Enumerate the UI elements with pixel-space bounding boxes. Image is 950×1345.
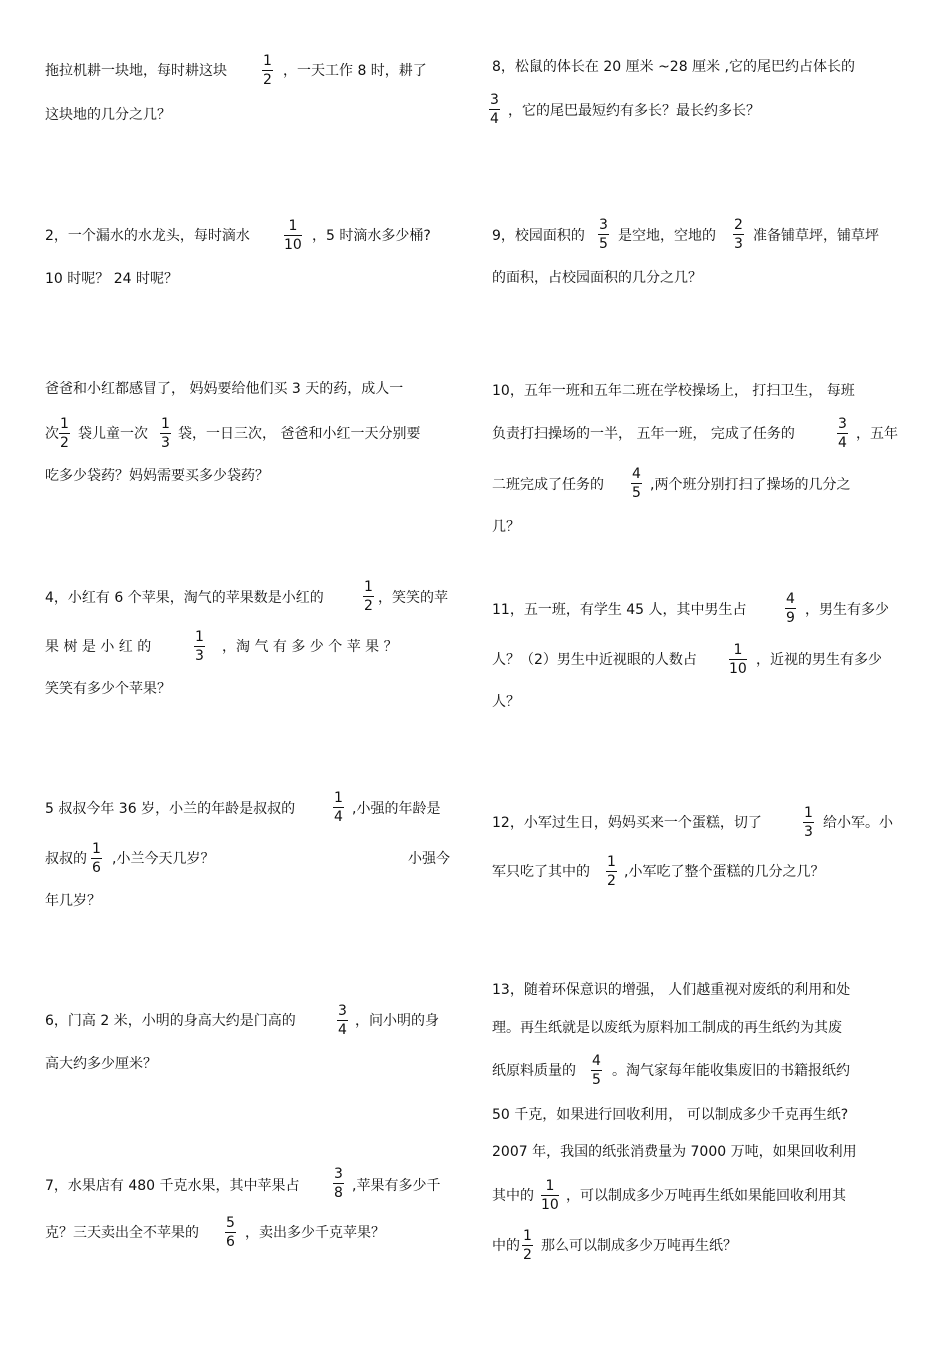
- denominator: 3: [161, 435, 170, 451]
- text-line: 人？: [492, 694, 520, 710]
- text-line: ,小军吃了整个蛋糕的几分之几？: [624, 864, 825, 880]
- numerator: 1: [729, 643, 747, 660]
- text-line: 叔叔的: [45, 851, 87, 867]
- text-line: 中的: [492, 1238, 520, 1254]
- text-line: 10，五年一班和五年二班在学校操场上， 打扫卫生， 每班: [492, 383, 855, 399]
- text-line: 袋，一日三次， 爸爸和小红一天分别要: [178, 426, 421, 442]
- fraction: [837, 417, 848, 451]
- text-line: 6，门高 2 米，小明的身高大约是门高的: [45, 1013, 296, 1029]
- text-line: 那么可以制成多少万吨再生纸？: [541, 1238, 737, 1254]
- fraction: [333, 1167, 344, 1201]
- text-line: 军只吃了其中的: [492, 864, 590, 880]
- fraction: [598, 218, 609, 252]
- text-line: 的面积，占校园面积的几分之几？: [492, 270, 702, 286]
- denominator: 5: [599, 236, 608, 252]
- numerator: 1: [804, 805, 813, 821]
- numerator: 1: [523, 1228, 532, 1244]
- text-line: ，卖出多少千克苹果？: [245, 1225, 385, 1241]
- text-line: ,小兰今天几岁？: [112, 851, 215, 867]
- numerator: 1: [92, 841, 101, 857]
- text-line: 高大约多少厘米？: [45, 1056, 157, 1072]
- text-line: 是空地，空地的: [618, 228, 716, 244]
- numerator: 1: [541, 1179, 559, 1196]
- text-line: 人？（2）男生中近视眼的人数占: [492, 652, 697, 668]
- text-line: ，淘 气 有 多 少 个 苹 果 ？: [222, 639, 398, 655]
- text-line: 年几岁？: [45, 893, 101, 909]
- text-line: 4，小红有 6 个苹果，淘气的苹果数是小红的: [45, 590, 324, 606]
- text-line: 。淘气家每年能收集废旧的书籍报纸约: [612, 1063, 850, 1079]
- text-line: 50 千克，如果进行回收利用， 可以制成多少千克再生纸?: [492, 1107, 849, 1123]
- numerator: 2: [734, 217, 743, 233]
- denominator: 3: [734, 236, 743, 252]
- numerator: 3: [599, 217, 608, 233]
- text-line: 纸原料质量的: [492, 1063, 576, 1079]
- fraction: [91, 842, 102, 876]
- numerator: 3: [838, 416, 847, 432]
- text-line: ，它的尾巴最短约有多长？最长约多长？: [508, 103, 760, 119]
- fraction: [606, 855, 617, 889]
- numerator: 4: [592, 1053, 601, 1069]
- text-line: 吃多少袋药？妈妈需要买多少袋药？: [45, 468, 269, 484]
- denominator: 3: [195, 648, 204, 664]
- text-line: 袋儿童一次: [78, 426, 148, 442]
- denominator: 10: [541, 1197, 559, 1213]
- text-line: 拖拉机耕一块地，每时耕这块: [45, 63, 227, 79]
- text-line: ，问小明的身: [355, 1013, 439, 1029]
- text-line: ，5 时滴水多少桶?: [312, 228, 431, 244]
- numerator: 4: [786, 591, 795, 607]
- fraction: [160, 417, 171, 451]
- denominator: 4: [338, 1022, 347, 1038]
- text-line: 其中的: [492, 1188, 534, 1204]
- denominator: 3: [804, 824, 813, 840]
- fraction: [284, 219, 302, 253]
- denominator: 2: [263, 72, 272, 88]
- numerator: 1: [161, 416, 170, 432]
- fraction: [733, 218, 744, 252]
- text-line: 次: [45, 426, 59, 442]
- denominator: 2: [607, 873, 616, 889]
- text-line: 果 树 是 小 红 的: [45, 639, 152, 655]
- text-line: 11，五一班，有学生 45 人，其中男生占: [492, 602, 747, 618]
- numerator: 3: [338, 1003, 347, 1019]
- fraction: [591, 1054, 602, 1088]
- text-line: 克？三天卖出全不苹果的: [45, 1225, 199, 1241]
- text-line: 爸爸和小红都感冒了， 妈妈要给他们买 3 天的药，成人一: [45, 381, 404, 397]
- fraction: [785, 592, 796, 626]
- text-line: 8，松鼠的体长在 20 厘米 ~28 厘米 ,它的尾巴约占体长的: [492, 59, 855, 75]
- text-line: ，五年: [856, 426, 898, 442]
- denominator: 8: [334, 1185, 343, 1201]
- fraction: [541, 1179, 559, 1213]
- fraction: [333, 791, 344, 825]
- text-line: 准备铺草坪，铺草坪: [753, 228, 879, 244]
- numerator: 1: [334, 790, 343, 806]
- denominator: 2: [364, 598, 373, 614]
- denominator: 4: [490, 111, 499, 127]
- denominator: 4: [334, 809, 343, 825]
- text-line: 12，小军过生日，妈妈买来一个蛋糕，切了: [492, 815, 762, 831]
- text-line: 2007 年，我国的纸张消费量为 7000 万吨，如果回收利用: [492, 1144, 857, 1160]
- fraction: [522, 1229, 533, 1263]
- fraction: [194, 630, 205, 664]
- fraction: [337, 1004, 348, 1038]
- numerator: 4: [632, 466, 641, 482]
- fraction: [225, 1216, 236, 1250]
- numerator: 1: [263, 53, 272, 69]
- text-line: ，近视的男生有多少: [756, 652, 882, 668]
- text-line: ,苹果有多少千: [352, 1178, 441, 1194]
- text-line: ,小强的年龄是: [352, 801, 441, 817]
- fraction: [489, 93, 500, 127]
- denominator: 6: [226, 1234, 235, 1250]
- denominator: 9: [786, 610, 795, 626]
- denominator: 2: [523, 1247, 532, 1263]
- denominator: 6: [92, 860, 101, 876]
- text-line: 二班完成了任务的: [492, 477, 604, 493]
- denominator: 2: [60, 435, 69, 451]
- text-line: 9，校园面积的: [492, 228, 585, 244]
- text-line: ，男生有多少: [805, 602, 889, 618]
- numerator: 1: [195, 629, 204, 645]
- fraction: [803, 806, 814, 840]
- text-line: 13，随着环保意识的增强， 人们越重视对废纸的利用和处: [492, 982, 851, 998]
- fraction: [262, 54, 273, 88]
- fraction: [729, 643, 747, 677]
- text-line: 这块地的几分之几？: [45, 107, 171, 123]
- text-line: 几？: [492, 519, 520, 535]
- numerator: 3: [334, 1166, 343, 1182]
- numerator: 1: [607, 854, 616, 870]
- text-line: ，笑笑的苹: [378, 590, 448, 606]
- text-line: ，可以制成多少万吨再生纸如果能回收利用其: [566, 1188, 846, 1204]
- text-line: 5 叔叔今年 36 岁，小兰的年龄是叔叔的: [45, 801, 296, 817]
- fraction: [59, 417, 70, 451]
- text-line: 给小军。小: [823, 815, 893, 831]
- text-line: 7，水果店有 480 千克水果，其中苹果占: [45, 1178, 300, 1194]
- text-line: 小强今: [408, 851, 450, 867]
- fraction: [363, 580, 374, 614]
- denominator: 10: [284, 237, 302, 253]
- text-line: ，一天工作 8 时，耕了: [283, 63, 427, 79]
- numerator: 5: [226, 1215, 235, 1231]
- denominator: 10: [729, 661, 747, 677]
- numerator: 1: [284, 219, 302, 236]
- numerator: 1: [60, 416, 69, 432]
- text-line: ,两个班分别打扫了操场的几分之: [650, 477, 851, 493]
- text-line: 负责打扫操场的一半， 五年一班， 完成了任务的: [492, 426, 795, 442]
- text-line: 理。再生纸就是以废纸为原料加工制成的再生纸约为其废: [492, 1020, 842, 1036]
- fraction: [631, 467, 642, 501]
- text-line: 笑笑有多少个苹果？: [45, 681, 171, 697]
- numerator: 3: [490, 92, 499, 108]
- denominator: 5: [592, 1072, 601, 1088]
- text-line: 10 时呢？ 24 时呢？: [45, 271, 178, 287]
- text-line: 2，一个漏水的水龙头，每时滴水: [45, 228, 250, 244]
- numerator: 1: [364, 579, 373, 595]
- denominator: 4: [838, 435, 847, 451]
- denominator: 5: [632, 485, 641, 501]
